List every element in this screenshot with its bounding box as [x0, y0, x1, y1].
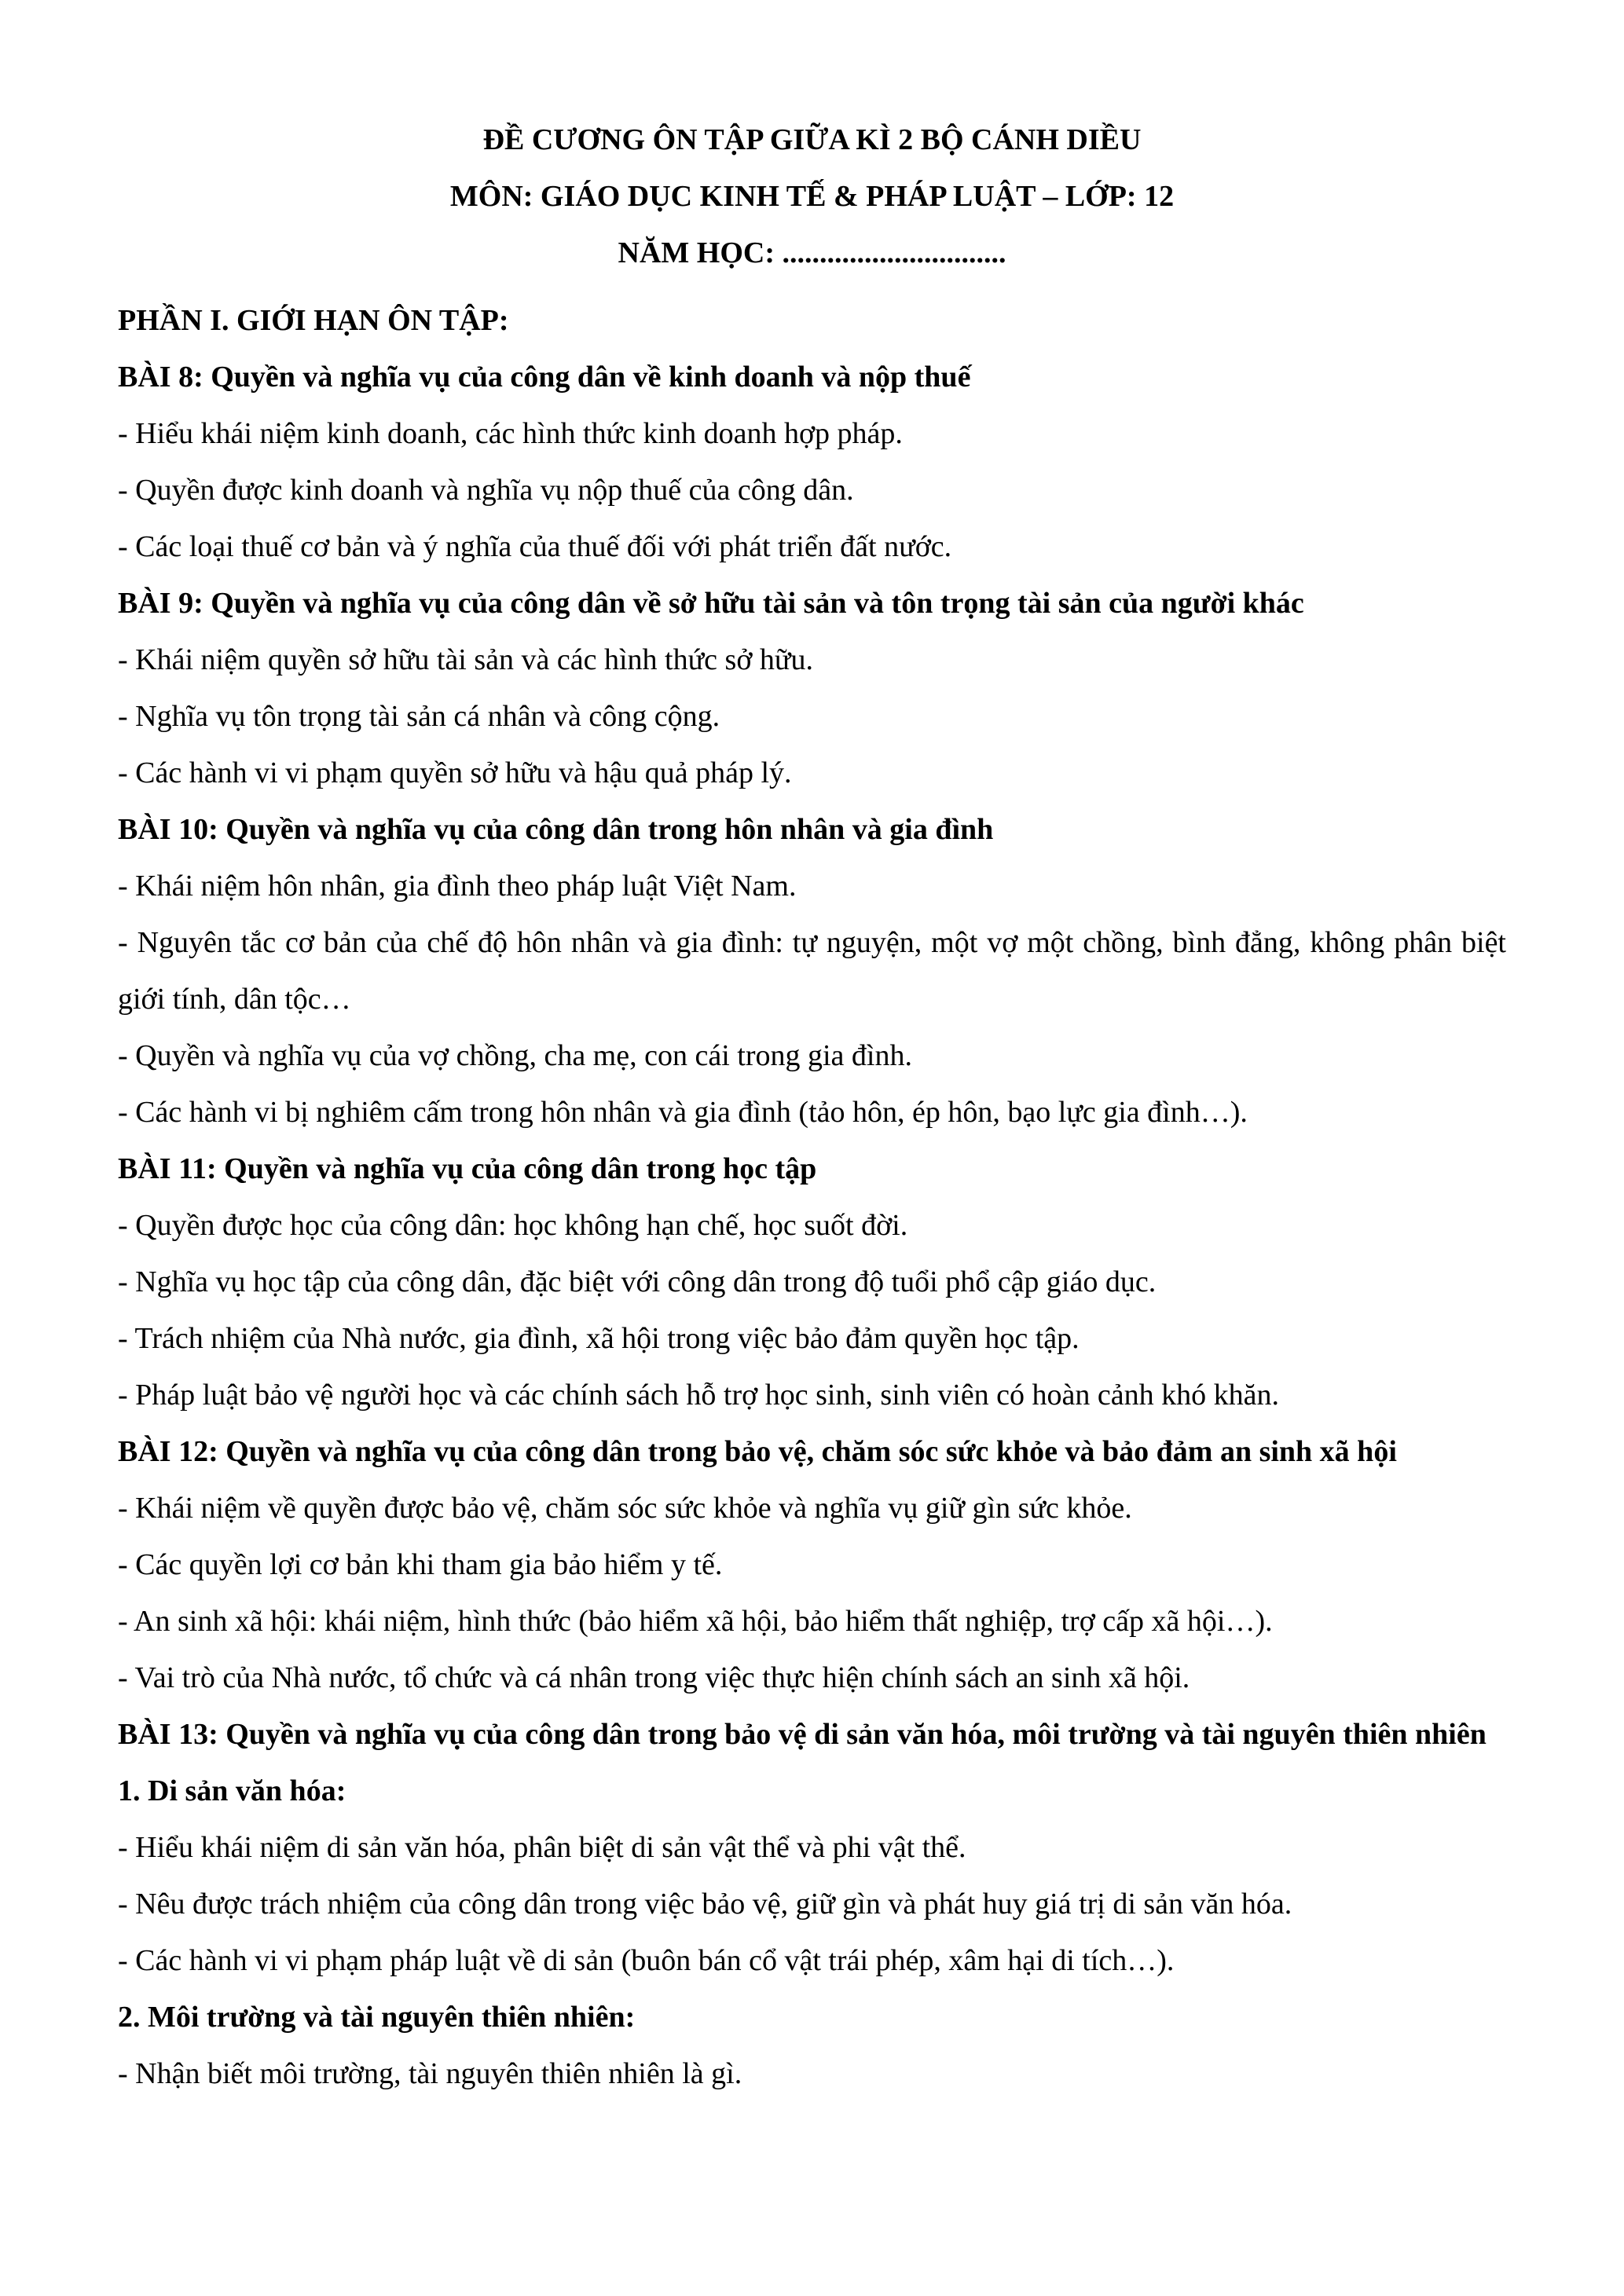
list-item: - Hiểu khái niệm di sản văn hóa, phân biệt di sản vật thể và phi vật thể. [118, 1831, 966, 1864]
lesson-items [118, 405, 1506, 575]
lesson-8 [118, 349, 1506, 575]
list-item: - Nêu được trách nhiệm của công dân trong việc bảo vệ, giữ gìn và phát huy giá trị di sản văn hóa. [118, 1888, 1292, 1921]
lesson-items [118, 632, 1506, 801]
list-item: - Các quyền lợi cơ bản khi tham gia bảo hiểm y tế. [118, 1548, 723, 1581]
list-item: - Quyền được học của công dân: học không hạn chế, học suốt đời. [118, 1209, 908, 1242]
list-item: - Nghĩa vụ học tập của công dân, đặc biệt với công dân trong độ tuổi phổ cập giáo dục. [118, 1265, 1157, 1298]
lesson-title: BÀI 8: Quyền và nghĩa vụ của công dân về kinh doanh và nộp thuế [118, 361, 971, 394]
list-item: - Các loại thuế cơ bản và ý nghĩa của thuế đối với phát triển đất nước. [118, 530, 952, 563]
subsection-heading-cultural-heritage: 1. Di sản văn hóa: [118, 1774, 346, 1807]
document-title-block [118, 112, 1506, 281]
lesson-title: BÀI 11: Quyền và nghĩa vụ của công dân trong học tập [118, 1152, 817, 1185]
list-item: - Các hành vi vi phạm quyền sở hữu và hậu quả pháp lý. [118, 756, 792, 789]
list-item: - Nhận biết môi trường, tài nguyên thiên nhiên là gì. [118, 2057, 742, 2090]
lesson-11 [118, 1141, 1506, 1423]
list-item: - Quyền và nghĩa vụ của vợ chồng, cha mẹ, con cái trong gia đình. [118, 1039, 912, 1072]
list-item: - Các hành vi vi phạm pháp luật về di sản (buôn bán cổ vật trái phép, xâm hại di tích…). [118, 1944, 1175, 1977]
list-item: - Khái niệm quyền sở hữu tài sản và các hình thức sở hữu. [118, 643, 814, 676]
lesson-9 [118, 575, 1506, 801]
part-heading: PHẦN I. GIỚI HẠN ÔN TẬP: [118, 304, 509, 337]
document-title: ĐỀ CƯƠNG ÔN TẬP GIỮA KÌ 2 BỘ CÁNH DIỀU [482, 123, 1142, 156]
list-item: - Nguyên tắc cơ bản của chế độ hôn nhân và gia đình: tự nguyện, một vợ một chồng, bình đẳng, không phân biệt giới tính, dân tộc… [118, 926, 1506, 1016]
list-item: - Vai trò của Nhà nước, tổ chức và cá nhân trong việc thực hiện chính sách an sinh xã hội. [118, 1661, 1190, 1694]
lesson-items [118, 1480, 1506, 1706]
lesson-items [118, 1819, 1506, 1989]
lesson-13 [118, 1706, 1506, 2102]
document-subject: MÔN: GIÁO DỤC KINH TẾ & PHÁP LUẬT – LỚP: 12 [449, 180, 1175, 213]
lesson-items [118, 1197, 1506, 1423]
lesson-title: BÀI 13: Quyền và nghĩa vụ của công dân trong bảo vệ di sản văn hóa, môi trường và tài nguyên thiên nhiên [118, 1718, 1487, 1751]
lesson-title: BÀI 12: Quyền và nghĩa vụ của công dân trong bảo vệ, chăm sóc sức khỏe và bảo đảm an sinh xã hội [118, 1435, 1397, 1468]
list-item: - Trách nhiệm của Nhà nước, gia đình, xã hội trong việc bảo đảm quyền học tập. [118, 1322, 1080, 1355]
list-item: - Khái niệm hôn nhân, gia đình theo pháp luật Việt Nam. [118, 870, 797, 903]
list-item: - Các hành vi bị nghiêm cấm trong hôn nhân và gia đình (tảo hôn, ép hôn, bạo lực gia đình…). [118, 1096, 1248, 1129]
lesson-items [118, 858, 1506, 1141]
list-item: - Nghĩa vụ tôn trọng tài sản cá nhân và công cộng. [118, 700, 720, 733]
list-item: - An sinh xã hội: khái niệm, hình thức (bảo hiểm xã hội, bảo hiểm thất nghiệp, trợ cấp xã hội…). [118, 1605, 1273, 1638]
list-item: - Pháp luật bảo vệ người học và các chính sách hỗ trợ học sinh, sinh viên có hoàn cảnh khó khăn. [118, 1379, 1280, 1412]
list-item: - Khái niệm về quyền được bảo vệ, chăm sóc sức khỏe và nghĩa vụ giữ gìn sức khỏe. [118, 1492, 1132, 1525]
lesson-title: BÀI 10: Quyền và nghĩa vụ của công dân trong hôn nhân và gia đình [118, 813, 994, 846]
lesson-items [118, 2045, 1506, 2102]
document-school-year: NĂM HỌC: .............................. [618, 236, 1006, 269]
lesson-title: BÀI 9: Quyền và nghĩa vụ của công dân về sở hữu tài sản và tôn trọng tài sản của người khác [118, 587, 1304, 620]
list-item: - Quyền được kinh doanh và nghĩa vụ nộp thuế của công dân. [118, 474, 854, 507]
list-item: - Hiểu khái niệm kinh doanh, các hình thức kinh doanh hợp pháp. [118, 417, 903, 450]
lesson-10 [118, 801, 1506, 1141]
subsection-heading-environment: 2. Môi trường và tài nguyên thiên nhiên: [118, 2001, 636, 2034]
lesson-12 [118, 1423, 1506, 1706]
